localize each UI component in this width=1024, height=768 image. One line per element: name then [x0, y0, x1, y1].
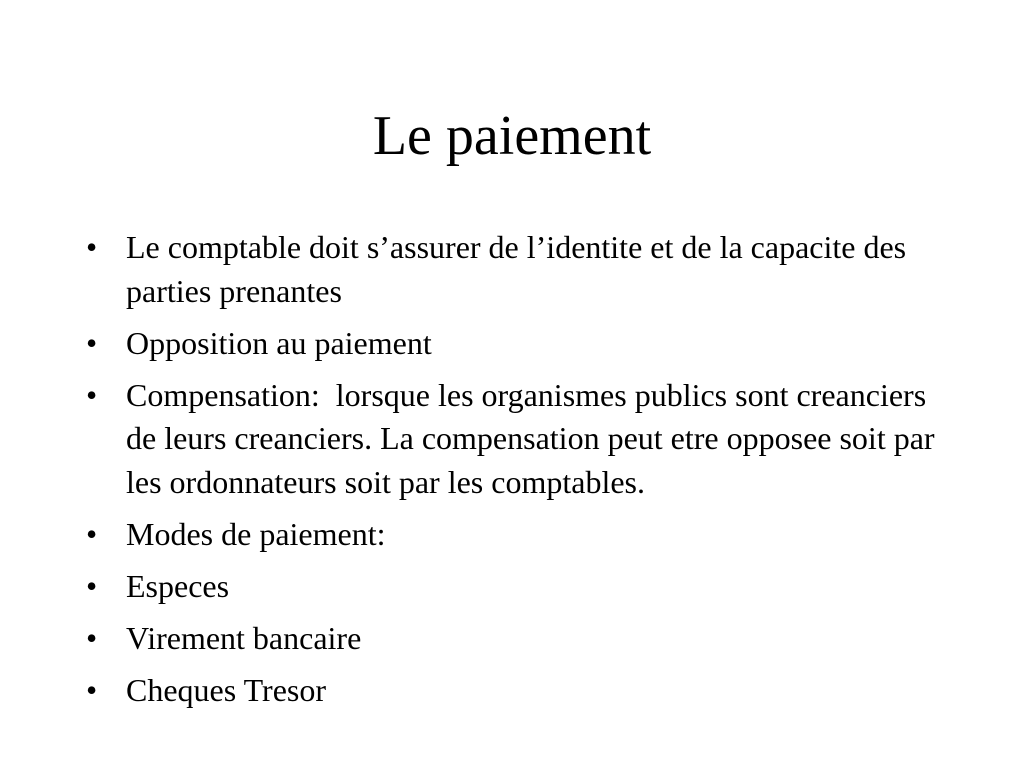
bullet-text: Virement bancaire: [126, 619, 362, 656]
bullet-item: [86, 226, 936, 313]
bullet-item: [86, 669, 936, 713]
bullet-dot-icon: •: [86, 515, 98, 552]
bullet-dot-icon: •: [86, 671, 98, 708]
bullet-dot-icon: •: [86, 376, 98, 413]
bullet-text: Cheques Tresor: [126, 671, 327, 708]
bullet-item: [86, 565, 936, 609]
bullet-dot-icon: •: [86, 567, 98, 604]
bullet-list: [86, 226, 943, 712]
bullet-text: Opposition au paiement: [126, 324, 432, 361]
bullet-text: Especes: [126, 567, 230, 604]
bullet-dot-icon: •: [86, 619, 98, 656]
bullet-item: [86, 374, 943, 505]
bullet-text: Le comptable doit s’assurer de l’identite et de la capacite des parties prenantes: [126, 229, 907, 309]
bullet-item: [86, 322, 936, 366]
bullet-dot-icon: •: [86, 229, 98, 265]
bullet-dot-icon: •: [86, 324, 98, 361]
bullet-item: [86, 617, 936, 661]
bullet-text: Compensation: lorsque les organismes publics sont creanciers de leurs creanciers. La compensation peut etre opposee soit par les ordonnateurs soit par les comptables.: [126, 376, 943, 500]
bullet-text: Modes de paiement:: [126, 515, 386, 552]
bullet-item: [86, 513, 936, 557]
slide-title: Le paiement: [372, 105, 652, 167]
